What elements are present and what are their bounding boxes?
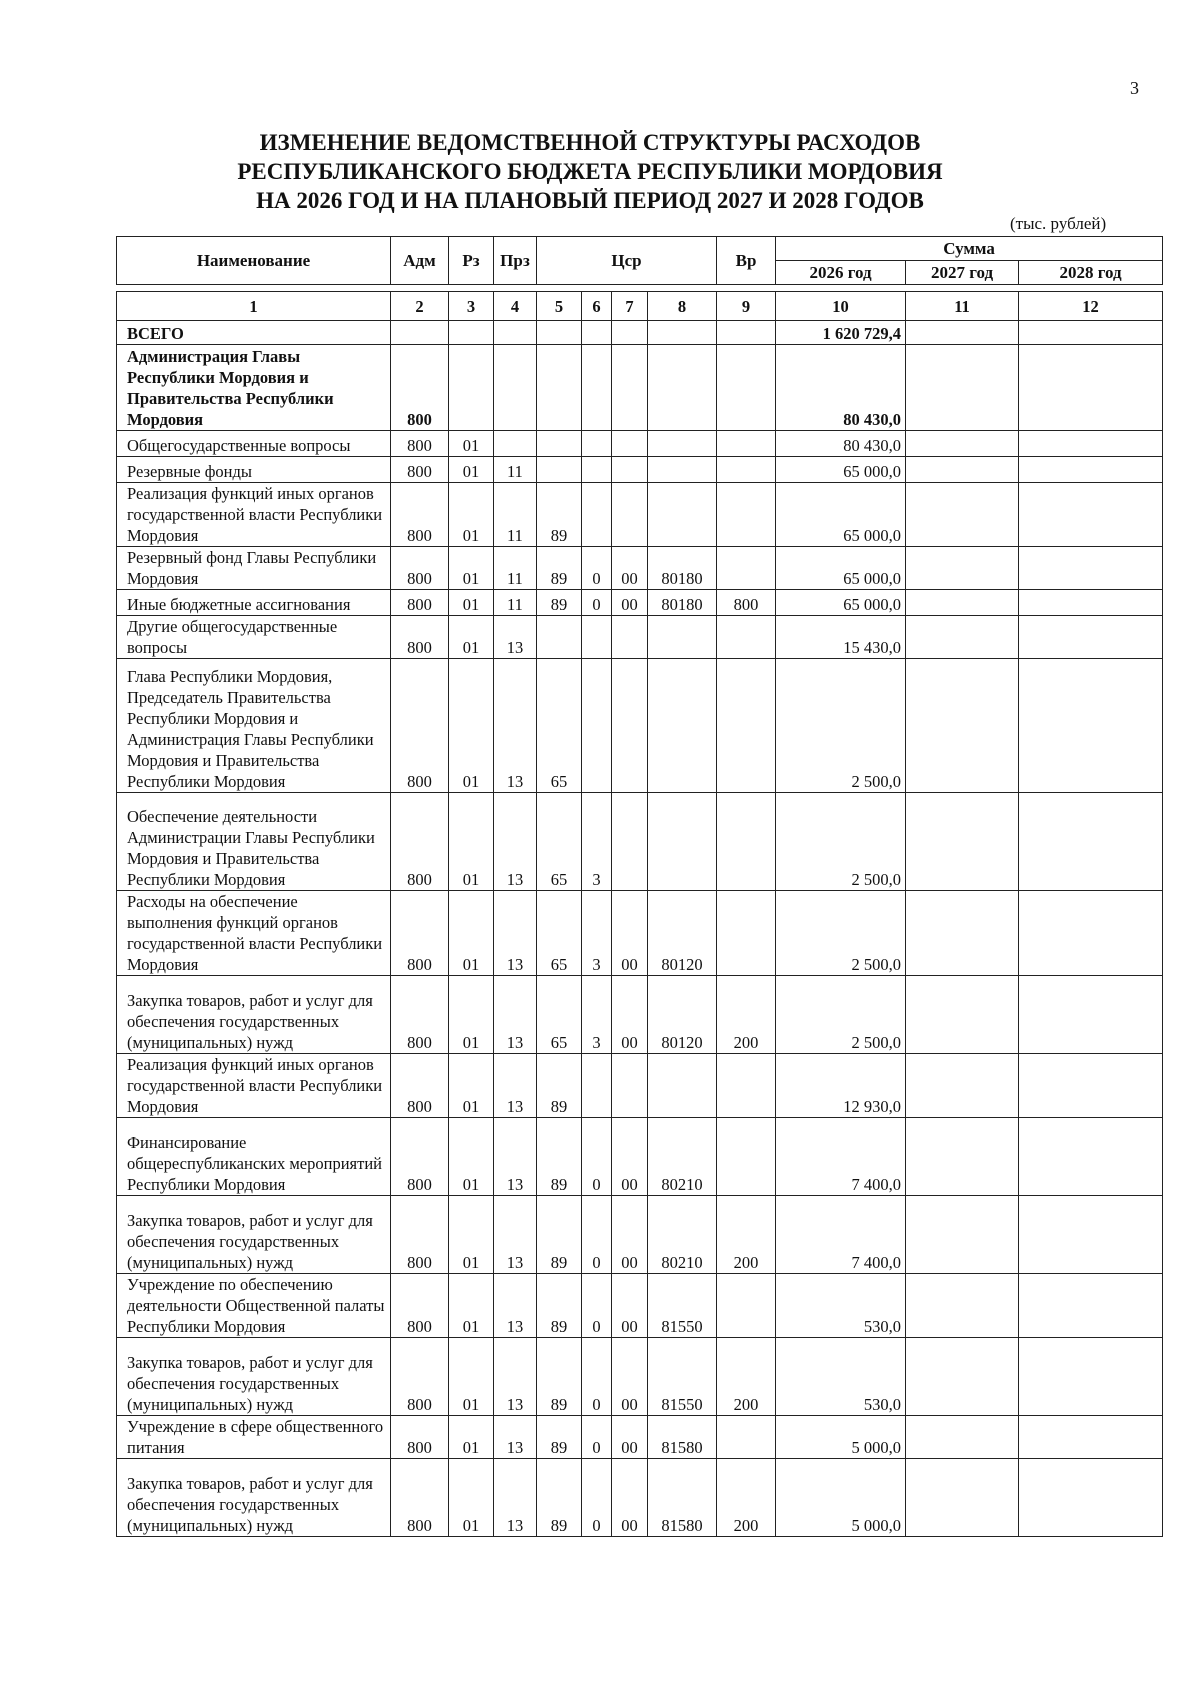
cell-csr-subprogram: 0 (582, 1274, 612, 1338)
cell-csr-program: 89 (537, 1274, 582, 1338)
cell-sum-2026: 65 000,0 (776, 457, 906, 483)
cell-sum-2028 (1019, 321, 1163, 345)
cell-csr-code: 81580 (648, 1459, 717, 1537)
budget-table (116, 291, 1163, 1537)
cell-vr (717, 616, 776, 659)
cell-prz: 13 (494, 616, 537, 659)
row-name: Закупка товаров, работ и услуг для обеспечения государственных (муниципальных) нужд (117, 1459, 391, 1537)
cell-rz: 01 (449, 431, 494, 457)
cell-rz: 01 (449, 793, 494, 891)
cell-csr-group (612, 616, 648, 659)
cell-csr-group: 00 (612, 547, 648, 590)
cell-csr-code (648, 321, 717, 345)
cell-csr-subprogram: 3 (582, 976, 612, 1054)
cell-sum-2026: 1 620 729,4 (776, 321, 906, 345)
cell-csr-group: 00 (612, 1274, 648, 1338)
cell-vr (717, 891, 776, 976)
cell-adm: 800 (391, 1416, 449, 1459)
cell-rz: 01 (449, 891, 494, 976)
cell-csr-program (537, 431, 582, 457)
cell-vr (717, 431, 776, 457)
cell-csr-code: 81550 (648, 1338, 717, 1416)
table-row (117, 483, 1163, 547)
cell-adm: 800 (391, 976, 449, 1054)
table-header (116, 236, 1163, 285)
column-number: 8 (648, 292, 717, 321)
cell-sum-2028 (1019, 590, 1163, 616)
cell-csr-subprogram (582, 659, 612, 793)
header-sum: Сумма (776, 237, 1163, 261)
units-label: (тыс. рублей) (1010, 214, 1107, 233)
cell-vr (717, 793, 776, 891)
cell-csr-subprogram (582, 483, 612, 547)
cell-sum-2027 (906, 1054, 1019, 1118)
cell-adm: 800 (391, 547, 449, 590)
cell-sum-2026: 65 000,0 (776, 590, 906, 616)
cell-sum-2027 (906, 793, 1019, 891)
cell-csr-subprogram: 0 (582, 1196, 612, 1274)
column-number: 11 (906, 292, 1019, 321)
cell-csr-subprogram: 3 (582, 891, 612, 976)
table-row (117, 321, 1163, 345)
cell-sum-2028 (1019, 1118, 1163, 1196)
cell-csr-program: 89 (537, 1196, 582, 1274)
column-number: 9 (717, 292, 776, 321)
cell-vr (717, 1274, 776, 1338)
cell-csr-code: 80180 (648, 590, 717, 616)
cell-csr-program (537, 321, 582, 345)
row-name: Расходы на обеспечение выполнения функций органов государственной власти Республики Мордовия (117, 891, 391, 976)
cell-sum-2027 (906, 1274, 1019, 1338)
column-number: 6 (582, 292, 612, 321)
cell-csr-group (612, 659, 648, 793)
cell-prz: 13 (494, 1118, 537, 1196)
cell-sum-2027 (906, 483, 1019, 547)
cell-vr (717, 1416, 776, 1459)
header-name: Наименование (117, 237, 391, 285)
cell-csr-code: 81580 (648, 1416, 717, 1459)
cell-csr-group: 00 (612, 891, 648, 976)
cell-csr-code (648, 483, 717, 547)
cell-csr-group (612, 321, 648, 345)
cell-csr-program: 65 (537, 976, 582, 1054)
cell-csr-code (648, 457, 717, 483)
header-year-2028: 2028 год (1019, 261, 1163, 285)
column-number-row (117, 292, 1163, 321)
cell-prz: 13 (494, 976, 537, 1054)
cell-csr-program: 89 (537, 1459, 582, 1537)
cell-sum-2028 (1019, 976, 1163, 1054)
cell-csr-program: 65 (537, 793, 582, 891)
cell-rz: 01 (449, 1118, 494, 1196)
cell-rz (449, 345, 494, 431)
cell-sum-2026: 2 500,0 (776, 659, 906, 793)
cell-rz: 01 (449, 1196, 494, 1274)
cell-vr (717, 457, 776, 483)
column-number: 2 (391, 292, 449, 321)
cell-sum-2027 (906, 1196, 1019, 1274)
column-number: 12 (1019, 292, 1163, 321)
column-number: 4 (494, 292, 537, 321)
cell-csr-subprogram (582, 345, 612, 431)
table-row (117, 891, 1163, 976)
table-row (117, 1054, 1163, 1118)
cell-adm: 800 (391, 616, 449, 659)
cell-csr-program: 89 (537, 1118, 582, 1196)
cell-csr-subprogram: 0 (582, 1118, 612, 1196)
cell-sum-2027 (906, 1459, 1019, 1537)
row-name: ВСЕГО (117, 321, 391, 345)
header-adm: Адм (391, 237, 449, 285)
cell-csr-group: 00 (612, 1416, 648, 1459)
table-row (117, 976, 1163, 1054)
cell-sum-2026: 7 400,0 (776, 1118, 906, 1196)
title-line-3: НА 2026 ГОД И НА ПЛАНОВЫЙ ПЕРИОД 2027 И 2028 ГОДОВ (256, 188, 924, 213)
cell-csr-program (537, 616, 582, 659)
column-number: 5 (537, 292, 582, 321)
row-name: Обеспечение деятельности Администрации Главы Республики Мордовия и Правительства Республики Мордовия (117, 793, 391, 891)
cell-prz: 11 (494, 590, 537, 616)
cell-csr-subprogram: 0 (582, 1459, 612, 1537)
cell-prz: 13 (494, 1274, 537, 1338)
cell-sum-2027 (906, 457, 1019, 483)
cell-rz: 01 (449, 590, 494, 616)
cell-sum-2027 (906, 659, 1019, 793)
cell-csr-code: 81550 (648, 1274, 717, 1338)
cell-prz: 13 (494, 891, 537, 976)
cell-csr-subprogram: 0 (582, 1338, 612, 1416)
cell-csr-group (612, 431, 648, 457)
row-name: Закупка товаров, работ и услуг для обеспечения государственных (муниципальных) нужд (117, 1338, 391, 1416)
cell-rz: 01 (449, 659, 494, 793)
cell-csr-group: 00 (612, 590, 648, 616)
table-row (117, 659, 1163, 793)
cell-vr: 200 (717, 1459, 776, 1537)
cell-vr (717, 483, 776, 547)
row-name: Реализация функций иных органов государственной власти Республики Мордовия (117, 483, 391, 547)
cell-vr: 200 (717, 1338, 776, 1416)
cell-csr-group: 00 (612, 1118, 648, 1196)
cell-prz: 13 (494, 1416, 537, 1459)
cell-prz: 13 (494, 1054, 537, 1118)
cell-prz: 13 (494, 793, 537, 891)
cell-sum-2027 (906, 976, 1019, 1054)
cell-csr-subprogram (582, 457, 612, 483)
header-year-2027: 2027 год (906, 261, 1019, 285)
cell-adm: 800 (391, 590, 449, 616)
cell-csr-program: 65 (537, 659, 582, 793)
cell-csr-program: 89 (537, 1338, 582, 1416)
cell-sum-2026: 80 430,0 (776, 431, 906, 457)
table-row (117, 1118, 1163, 1196)
cell-vr: 800 (717, 590, 776, 616)
cell-sum-2027 (906, 590, 1019, 616)
cell-rz: 01 (449, 616, 494, 659)
cell-csr-program: 89 (537, 1416, 582, 1459)
cell-sum-2028 (1019, 1274, 1163, 1338)
cell-sum-2028 (1019, 457, 1163, 483)
cell-rz: 01 (449, 547, 494, 590)
row-name: Иные бюджетные ассигнования (117, 590, 391, 616)
row-name: Закупка товаров, работ и услуг для обеспечения государственных (муниципальных) нужд (117, 976, 391, 1054)
cell-adm: 800 (391, 793, 449, 891)
cell-csr-group: 00 (612, 976, 648, 1054)
cell-csr-code: 80210 (648, 1118, 717, 1196)
cell-prz: 13 (494, 1196, 537, 1274)
row-name: Финансирование общереспубликанских мероприятий Республики Мордовия (117, 1118, 391, 1196)
cell-vr (717, 321, 776, 345)
cell-rz: 01 (449, 1416, 494, 1459)
cell-csr-subprogram: 0 (582, 590, 612, 616)
row-name: Резервные фонды (117, 457, 391, 483)
cell-prz: 11 (494, 483, 537, 547)
cell-sum-2028 (1019, 345, 1163, 431)
header-csr: Цср (537, 237, 717, 285)
row-name: Администрация Главы Республики Мордовия и Правительства Республики Мордовия (117, 345, 391, 431)
cell-sum-2027 (906, 345, 1019, 431)
cell-sum-2026: 2 500,0 (776, 976, 906, 1054)
cell-sum-2027 (906, 547, 1019, 590)
row-name: Глава Республики Мордовия, Председатель Правительства Республики Мордовия и Администрация Главы Республики Мордовия и Правительства Республики Мордовия (117, 659, 391, 793)
cell-csr-subprogram (582, 431, 612, 457)
cell-sum-2028 (1019, 1196, 1163, 1274)
cell-sum-2028 (1019, 793, 1163, 891)
cell-rz: 01 (449, 1054, 494, 1118)
cell-sum-2027 (906, 891, 1019, 976)
table-row (117, 1274, 1163, 1338)
row-name: Учреждение по обеспечению деятельности Общественной палаты Республики Мордовия (117, 1274, 391, 1338)
cell-csr-group: 00 (612, 1338, 648, 1416)
cell-csr-group (612, 483, 648, 547)
cell-prz: 13 (494, 1338, 537, 1416)
column-number: 3 (449, 292, 494, 321)
cell-sum-2026: 80 430,0 (776, 345, 906, 431)
header-rz: Рз (449, 237, 494, 285)
cell-adm (391, 321, 449, 345)
cell-sum-2028 (1019, 891, 1163, 976)
cell-adm: 800 (391, 345, 449, 431)
cell-adm: 800 (391, 457, 449, 483)
table-row (117, 1416, 1163, 1459)
cell-adm: 800 (391, 1196, 449, 1274)
cell-adm: 800 (391, 659, 449, 793)
header-year-2026: 2026 год (776, 261, 906, 285)
cell-prz: 11 (494, 457, 537, 483)
cell-prz (494, 321, 537, 345)
header-vr: Вр (717, 237, 776, 285)
cell-csr-subprogram (582, 616, 612, 659)
cell-rz: 01 (449, 976, 494, 1054)
row-name: Учреждение в сфере общественного питания (117, 1416, 391, 1459)
cell-adm: 800 (391, 483, 449, 547)
cell-csr-group (612, 1054, 648, 1118)
cell-csr-subprogram (582, 321, 612, 345)
cell-vr (717, 659, 776, 793)
cell-csr-code: 80210 (648, 1196, 717, 1274)
row-name: Резервный фонд Главы Республики Мордовия (117, 547, 391, 590)
cell-vr (717, 345, 776, 431)
row-name: Реализация функций иных органов государственной власти Республики Мордовия (117, 1054, 391, 1118)
cell-csr-program (537, 345, 582, 431)
cell-sum-2026: 530,0 (776, 1274, 906, 1338)
cell-sum-2027 (906, 1338, 1019, 1416)
page-number: 3 (1130, 78, 1139, 98)
cell-vr (717, 547, 776, 590)
cell-sum-2028 (1019, 1416, 1163, 1459)
cell-csr-subprogram: 0 (582, 547, 612, 590)
cell-sum-2027 (906, 321, 1019, 345)
cell-adm: 800 (391, 1459, 449, 1537)
cell-sum-2026: 5 000,0 (776, 1416, 906, 1459)
cell-adm: 800 (391, 1338, 449, 1416)
header-prz: Прз (494, 237, 537, 285)
cell-csr-group (612, 793, 648, 891)
cell-vr (717, 1118, 776, 1196)
cell-csr-code: 80120 (648, 976, 717, 1054)
cell-csr-code (648, 793, 717, 891)
cell-csr-program: 89 (537, 590, 582, 616)
cell-sum-2027 (906, 1416, 1019, 1459)
column-number: 1 (117, 292, 391, 321)
row-name: Другие общегосударственные вопросы (117, 616, 391, 659)
cell-csr-program: 89 (537, 1054, 582, 1118)
cell-sum-2028 (1019, 659, 1163, 793)
cell-vr: 200 (717, 1196, 776, 1274)
cell-sum-2028 (1019, 547, 1163, 590)
cell-sum-2028 (1019, 1338, 1163, 1416)
cell-csr-code (648, 431, 717, 457)
cell-sum-2028 (1019, 1459, 1163, 1537)
cell-adm: 800 (391, 1274, 449, 1338)
cell-rz: 01 (449, 1459, 494, 1537)
cell-csr-program: 89 (537, 547, 582, 590)
cell-csr-code: 80120 (648, 891, 717, 976)
table-row (117, 1459, 1163, 1537)
cell-csr-subprogram: 3 (582, 793, 612, 891)
cell-csr-code: 80180 (648, 547, 717, 590)
cell-rz (449, 321, 494, 345)
cell-sum-2028 (1019, 483, 1163, 547)
cell-csr-group: 00 (612, 1459, 648, 1537)
table-row (117, 793, 1163, 891)
cell-sum-2026: 65 000,0 (776, 547, 906, 590)
cell-csr-code (648, 659, 717, 793)
cell-csr-subprogram: 0 (582, 1416, 612, 1459)
cell-sum-2026: 2 500,0 (776, 891, 906, 976)
table-row (117, 457, 1163, 483)
cell-adm: 800 (391, 431, 449, 457)
cell-sum-2027 (906, 616, 1019, 659)
cell-sum-2026: 2 500,0 (776, 793, 906, 891)
cell-csr-code (648, 616, 717, 659)
cell-rz: 01 (449, 1338, 494, 1416)
cell-adm: 800 (391, 1054, 449, 1118)
table-row (117, 547, 1163, 590)
cell-sum-2027 (906, 1118, 1019, 1196)
table-row (117, 1196, 1163, 1274)
cell-sum-2028 (1019, 616, 1163, 659)
cell-csr-subprogram (582, 1054, 612, 1118)
table-row (117, 590, 1163, 616)
cell-csr-code (648, 1054, 717, 1118)
cell-adm: 800 (391, 1118, 449, 1196)
cell-rz: 01 (449, 1274, 494, 1338)
cell-prz (494, 345, 537, 431)
cell-csr-program: 65 (537, 891, 582, 976)
cell-csr-program: 89 (537, 483, 582, 547)
cell-csr-group (612, 457, 648, 483)
title-line-1: ИЗМЕНЕНИЕ ВЕДОМСТВЕННОЙ СТРУКТУРЫ РАСХОДОВ (259, 130, 921, 155)
column-number: 10 (776, 292, 906, 321)
cell-prz (494, 431, 537, 457)
table-row (117, 616, 1163, 659)
cell-prz: 11 (494, 547, 537, 590)
cell-csr-group (612, 345, 648, 431)
cell-csr-group: 00 (612, 1196, 648, 1274)
table-row (117, 345, 1163, 431)
cell-sum-2027 (906, 431, 1019, 457)
cell-prz: 13 (494, 659, 537, 793)
cell-sum-2028 (1019, 1054, 1163, 1118)
table-row (117, 1338, 1163, 1416)
table-row (117, 431, 1163, 457)
cell-sum-2026: 65 000,0 (776, 483, 906, 547)
cell-rz: 01 (449, 483, 494, 547)
cell-sum-2026: 530,0 (776, 1338, 906, 1416)
cell-sum-2026: 7 400,0 (776, 1196, 906, 1274)
cell-sum-2026: 12 930,0 (776, 1054, 906, 1118)
cell-csr-code (648, 345, 717, 431)
cell-sum-2026: 5 000,0 (776, 1459, 906, 1537)
column-number: 7 (612, 292, 648, 321)
cell-vr (717, 1054, 776, 1118)
cell-sum-2026: 15 430,0 (776, 616, 906, 659)
cell-prz: 13 (494, 1459, 537, 1537)
cell-adm: 800 (391, 891, 449, 976)
row-name: Закупка товаров, работ и услуг для обеспечения государственных (муниципальных) нужд (117, 1196, 391, 1274)
row-name: Общегосударственные вопросы (117, 431, 391, 457)
cell-csr-program (537, 457, 582, 483)
cell-rz: 01 (449, 457, 494, 483)
cell-vr: 200 (717, 976, 776, 1054)
cell-sum-2028 (1019, 431, 1163, 457)
document-title (200, 128, 980, 215)
title-line-2: РЕСПУБЛИКАНСКОГО БЮДЖЕТА РЕСПУБЛИКИ МОРДОВИЯ (237, 159, 943, 184)
